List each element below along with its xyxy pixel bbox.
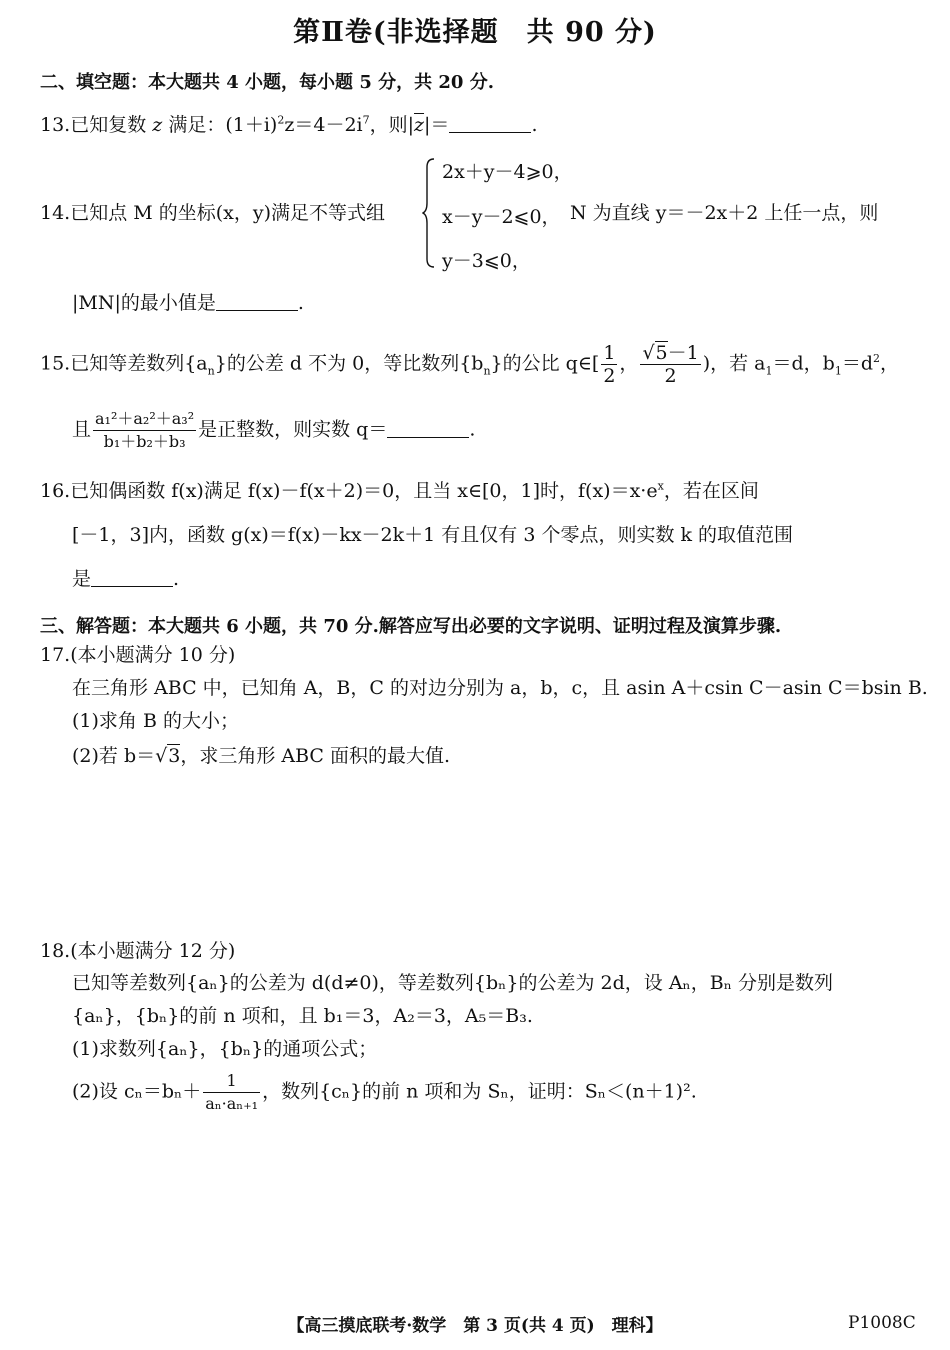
page-footer: 【高三摸底联考·数学 第 3 页(共 4 页) 理科】 [287, 1316, 663, 1336]
q15-text-e: ＝d，b [772, 352, 835, 375]
q14-prefix: 14.已知点 M 的坐标(x，y)满足不等式组 [40, 202, 386, 224]
q15-text-g: ， [880, 352, 900, 375]
q18-part2-a: (2)设 cₙ＝bₙ＋ [72, 1080, 202, 1103]
q18-frac-den: aₙ·aₙ₊₁ [205, 1094, 259, 1113]
q16-answer-blank[interactable] [91, 568, 173, 587]
q13-var-z: z [152, 114, 163, 136]
paper-code: P1008C [848, 1313, 916, 1333]
q17-part-2: (2)若 b＝√3，求三角形 ABC 面积的最大值. [72, 745, 451, 767]
q15-sub-n-b: n [483, 364, 491, 378]
q13-number: 13. [40, 114, 71, 136]
q15-frac1-den: 2 [603, 365, 616, 387]
q18-part2-b: ，数列{cₙ}的前 n 项和为 Sₙ，证明：Sₙ＜(n＋1)². [262, 1080, 697, 1103]
q15-frac3-den: b₁＋b₂＋b₃ [103, 432, 186, 451]
q14-inequality-1: 2x＋y－4⩾0， [442, 161, 573, 183]
q18-fraction [203, 1070, 260, 1115]
q14-answer-prefix: |MN|的最小值是 [72, 292, 216, 314]
q15-prefix: 15.已知等差数列{a [40, 352, 208, 375]
q15-text-c: }的公比 q∈[ [490, 352, 600, 375]
q15-line2-prefix: 且 [72, 418, 92, 441]
q17-part2-b: ，求三角形 ABC 面积的最大值. [180, 745, 451, 767]
q13-exp-7: 7 [362, 113, 370, 127]
q15-line2-mid: 是正整数，则实数 q＝ [198, 418, 388, 441]
q17-part2-a: (2)若 b＝ [72, 745, 156, 767]
q15-text-b: }的公差 d 不为 0，等比数列{b [214, 352, 484, 375]
q15-frac2-num-tail: －1 [667, 342, 699, 364]
question-13 [40, 112, 537, 138]
q15-frac2-num: √5－1 [642, 342, 699, 364]
q15-frac2-radicand: 5 [655, 342, 668, 364]
q15-sub-1a: 1 [765, 364, 773, 378]
q16-line3-prefix: 是 [72, 568, 92, 590]
q18-header: 18.(本小题满分 12 分) [40, 940, 236, 962]
q14-left-brace [422, 157, 436, 269]
q14-inequality-3: y－3⩽0， [442, 250, 531, 272]
q13-answer-blank[interactable] [449, 114, 531, 133]
q17-part-1: (1)求角 B 的大小； [72, 710, 239, 732]
q13-text-a: 已知复数 [70, 114, 147, 136]
q15-text-f: ＝d [841, 352, 874, 375]
q18-stem-1: 已知等差数列{aₙ}的公差为 d(d≠0)，等差数列{bₙ}的公差为 2d，设 Aₙ，Bₙ 分别是数列 [72, 972, 833, 994]
q14-end: . [297, 292, 304, 314]
q18-stem-2: {aₙ}，{bₙ}的前 n 项和，且 b₁＝3，A₂＝3，A₅＝B₃. [72, 1005, 533, 1027]
q14-middle-text: N 为直线 y＝－2x＋2 上任一点，则 [570, 202, 879, 224]
question-16-line-3 [72, 566, 179, 592]
q15-sub-1b: 1 [834, 364, 842, 378]
q13-text-e: |＝ [424, 114, 450, 136]
q14-answer-line [72, 290, 304, 316]
page-title: 第Ⅱ卷(非选择题 共 90 分) [293, 17, 657, 48]
q18-frac-num: 1 [203, 1070, 260, 1093]
q15-ratio-fraction [93, 408, 196, 453]
q15-end: . [469, 418, 476, 441]
q14-answer-blank[interactable] [216, 292, 298, 311]
q15-fraction-half [601, 342, 617, 387]
q13-text-d: ，则| [369, 114, 415, 136]
q13-z-conjugate: $\overline{z}$ [414, 114, 425, 136]
q13-text-b: 满足：(1＋i) [168, 114, 278, 136]
q16-line1: 16.已知偶函数 f(x)满足 f(x)－f(x＋2)＝0，且当 x∈[0，1]时，f(x)＝x·e [40, 480, 658, 502]
q18-part-2 [72, 1070, 697, 1115]
q17-stem: 在三角形 ABC 中，已知角 A，B，C 的对边分别为 a，b，c，且 asin A＋csin C－asin C＝bsin B. [72, 677, 928, 699]
q16-exp-x: x [657, 479, 664, 493]
q13-exp-2: 2 [277, 113, 285, 127]
q13-text-c: z＝4－2i [284, 114, 363, 136]
q15-fraction-golden [640, 342, 700, 387]
q15-frac1-num: 1 [603, 342, 616, 364]
q15-answer-blank[interactable] [387, 419, 469, 438]
q15-sub-n: n [207, 364, 215, 378]
q13-end: . [531, 114, 538, 136]
question-16-line-1 [40, 478, 759, 504]
q15-frac3-num: a₁²＋a₂²＋a₃² [93, 408, 196, 431]
q16-line1-end: ，若在区间 [663, 480, 759, 502]
q18-part-1: (1)求数列{aₙ}，{bₙ}的通项公式； [72, 1038, 378, 1060]
question-15-line-2 [72, 408, 475, 453]
section-answer-heading: 三、解答题：本大题共 6 小题，共 70 分.解答应写出必要的文字说明、证明过程及演算步骤. [40, 616, 782, 637]
q15-frac2-den: 2 [664, 365, 677, 387]
q16-end: . [173, 568, 180, 590]
q17-header: 17.(本小题满分 10 分) [40, 644, 236, 666]
q15-exp-2: 2 [873, 352, 881, 366]
q14-inequality-2: x－y－2⩽0， [442, 206, 561, 228]
q15-text-d: )，若 a [702, 352, 766, 375]
question-15-line-1: 15.已知等差数列$\{a_n\}$的公差 d 不为 0，等比数列$\{b_n\}$的公比 q∈[ $\frac{1}{2}$ ， $\frac{√5-1}{2}$ )，若 $a_1=d$，$b_1=d^2$， [40, 342, 900, 387]
section-fill-in-heading: 二、填空题：本大题共 4 小题，每小题 5 分，共 20 分. [40, 72, 494, 93]
q16-line2: [－1，3]内，函数 g(x)＝f(x)－kx－2k＋1 有且仅有 3 个零点，则实数 k 的取值范围 [72, 524, 794, 546]
q17-part2-radicand: 3 [168, 745, 181, 767]
